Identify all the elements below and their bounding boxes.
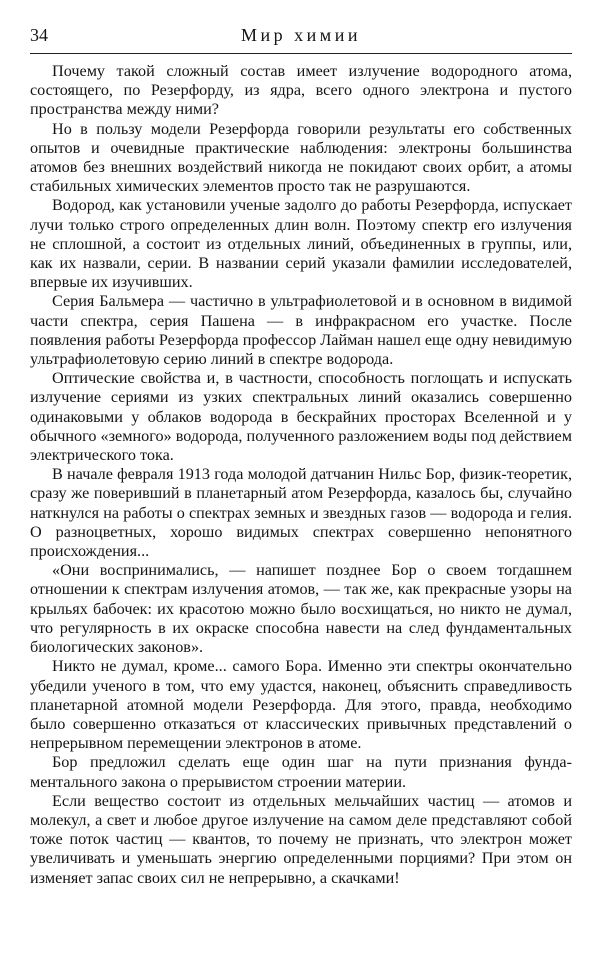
paragraph-8: Никто не думал, кроме... самого Бора. Именно эти спектры окончательно убедили ученого в том, что ему удастся, наконец, объяснить справедливость планетарной атомной модели Резерфорда. Для этого, правда, необходимо было совершенно отказаться от классических привычных представлений о непрерывном перемещении электронов в атоме. xyxy=(30,657,572,753)
header-rule xyxy=(30,53,572,54)
paragraph-5: Оптические свойства и, в частности, способность поглощать и испускать излучение сериями из узких спектральных линий оказались совершенно одинаковыми у облаков водорода в бескрайних просторах Вселенной и у обычного «земного» водорода, полученного разложением воды под действием электрического тока. xyxy=(30,369,572,465)
paragraph-4: Серия Бальмера — частично в ультрафиолетовой и в основном в видимой части спектра, серия Пашена — в инфракрасном его участке. После появления работы Резерфорда профессор Лайман нашел еще одну невидимую ультрафиолетовую серию линий в спектре водорода. xyxy=(30,292,572,369)
paragraph-1: Почему такой сложный состав имеет излучение водородного атома, состоящего, по Резерфорду, из ядра, всего одного электрона и пустого пространства между ними? xyxy=(30,62,572,119)
paragraph-10: Если вещество состоит из отдельных мельчайших частиц — атомов и молекул, а свет и любое другое излучение на самом деле представляют собой тоже поток частиц — квантов, то почему не признать, что электрон может увеличивать и уменьшать энергию определенными порциями? При этом он изменяет запас своих сил не непрерывно, а скачками! xyxy=(30,791,572,887)
running-head xyxy=(30,22,572,52)
page-number: 34 xyxy=(30,25,48,45)
paragraph-6: В начале февраля 1913 года молодой датчанин Нильс Бор, физик-теоретик, сразу же поверивший в планетарный атом Резерфорда, казалось бы, случайно наткнулся на работы о спектрах земных и звездных газов — водорода и гелия. О разноцветных, хорошо видимых спектрах совершенно непонятного происхождения... xyxy=(30,465,572,561)
running-title: Мир химии xyxy=(241,25,361,45)
paragraph-7: «Они воспринимались, — напишет позднее Бор о своем тогдашнем отношении к спектрам излучения атомов, — так же, как прекрасные узоры на крыльях бабочек: их красотою можно было восхищаться, но никто не думал, что регулярность в их окраске способна навести на след фундаментальных биологических законов». xyxy=(30,561,572,657)
paragraph-2: Но в пользу модели Резерфорда говорили результаты его собственных опытов и очевидные практические наблюдения: электроны большинства атомов без внешних воздействий никогда не покидают своих орбит, а атомы стабильных химических элементов просто так не разрушаются. xyxy=(30,119,572,196)
paragraph-3: Водород, как установили ученые задолго до работы Резерфорда, испускает лучи только строго определенных длин волн. Поэтому спектр его излучения не сплошной, а состоит из отдельных линий, объединенных в группы, или, как их назвали, серии. В названии серий указали фамилии исследователей, впервые их изучивших. xyxy=(30,196,572,292)
paragraph-9: Бор предложил сделать еще один шаг на пути признания фундаментального закона о прерывистом строении материи. xyxy=(30,753,572,791)
body-text xyxy=(30,62,572,888)
